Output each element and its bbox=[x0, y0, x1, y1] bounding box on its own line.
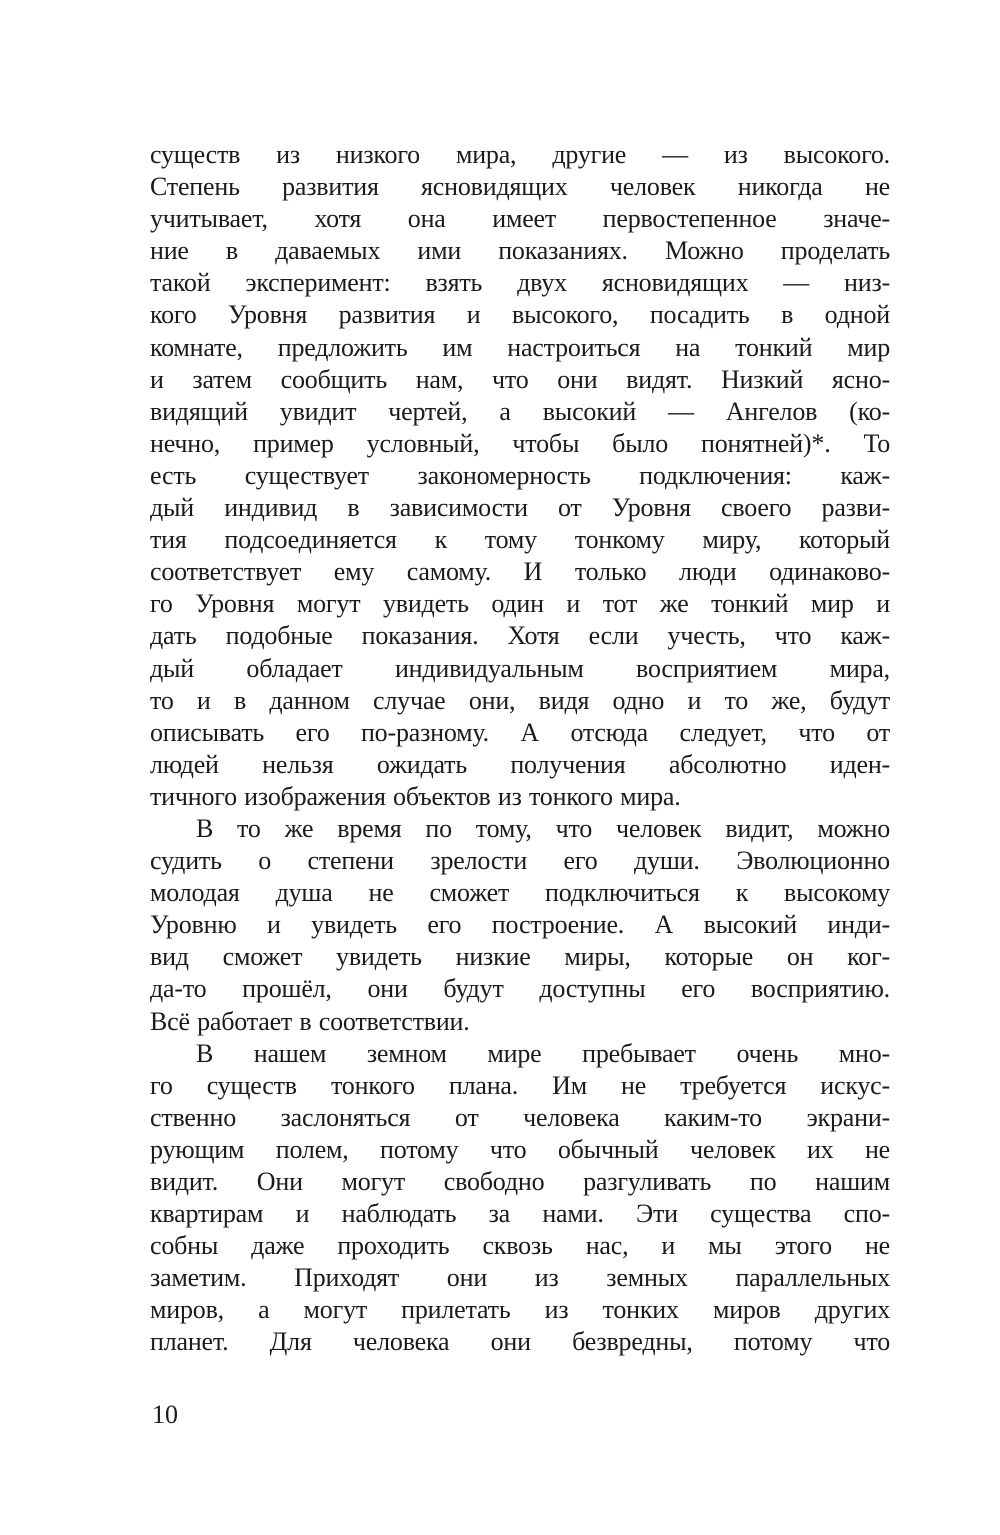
text-line: миров, а могут прилетать из тонких миров других bbox=[150, 1295, 890, 1325]
text-line: собны даже проходить сквозь нас, и мы этого не bbox=[150, 1231, 890, 1261]
text-line: есть существует закономерность подключения: каж- bbox=[150, 460, 890, 490]
text-line: кого Уровня развития и высокого, посадить в одной bbox=[150, 300, 890, 330]
text-line: Степень развития ясновидящих человек никогда не bbox=[150, 172, 890, 202]
text-line: молодая душа не сможет подключиться к высокому bbox=[150, 878, 890, 908]
text-line: ственно заслоняться от человека каким-то экрани- bbox=[150, 1102, 890, 1132]
text-line: то и в данном случае они, видя одно и то же, будут bbox=[150, 685, 890, 715]
text-line: описывать его по-разному. А отсюда следует, что от bbox=[150, 717, 890, 747]
text-line: го Уровня могут увидеть один и тот же тонкий мир и bbox=[150, 589, 890, 619]
body-text bbox=[150, 139, 890, 1359]
text-line: тичного изображения объектов из тонкого мира. bbox=[150, 781, 681, 811]
text-line-paragraph-start: В нашем земном мире пребывает очень мно- bbox=[196, 1038, 890, 1068]
text-line: вид сможет увидеть низкие миры, которые он ког- bbox=[150, 942, 890, 972]
text-line: дать подобные показания. Хотя если учесть, что каж- bbox=[150, 621, 890, 651]
text-line: да-то прошёл, они будут доступны его восприятию. bbox=[150, 974, 890, 1004]
text-line: дый индивид в зависимости от Уровня своего разви- bbox=[150, 493, 890, 523]
text-line: такой эксперимент: взять двух ясновидящих — низ- bbox=[150, 268, 890, 298]
text-line: рующим полем, потому что обычный человек их не bbox=[150, 1134, 890, 1164]
text-line: соответствует ему самому. И только люди одинаково- bbox=[150, 557, 890, 587]
text-line: существ из низкого мира, другие — из высокого. bbox=[150, 140, 890, 169]
text-line: видящий увидит чертей, а высокий — Ангелов (ко- bbox=[150, 396, 890, 426]
text-line: комнате, предложить им настроиться на тонкий мир bbox=[150, 332, 890, 362]
text-line: людей нельзя ожидать получения абсолютно иден- bbox=[150, 749, 890, 779]
text-line: судить о степени зрелости его души. Эволюционно bbox=[150, 846, 890, 876]
text-line: учитывает, хотя она имеет первостепенное значе- bbox=[150, 204, 890, 234]
text-line: Всё работает в соответствии. bbox=[150, 1006, 470, 1036]
text-line: видит. Они могут свободно разгуливать по нашим bbox=[150, 1167, 890, 1196]
text-line: квартирам и наблюдать за нами. Эти существа спо- bbox=[150, 1199, 890, 1229]
text-line: тия подсоединяется к тому тонкому миру, который bbox=[150, 525, 890, 555]
text-line: заметим. Приходят они из земных параллельных bbox=[150, 1263, 890, 1293]
text-line: дый обладает индивидуальным восприятием мира, bbox=[150, 653, 890, 683]
text-line: и затем сообщить нам, что они видят. Низкий ясно- bbox=[150, 364, 890, 394]
page-number: 10 bbox=[152, 1400, 178, 1429]
text-line: Уровню и увидеть его построение. А высокий инди- bbox=[150, 910, 890, 940]
text-line: го существ тонкого плана. Им не требуется искус- bbox=[150, 1070, 890, 1100]
text-line: планет. Для человека они безвредны, потому что bbox=[150, 1327, 890, 1357]
text-line: ние в даваемых ими показаниях. Можно проделать bbox=[150, 236, 890, 266]
text-line-paragraph-start: В то же время по тому, что человек видит, можно bbox=[196, 813, 890, 843]
text-line: нечно, пример условный, чтобы было понятней)*. То bbox=[150, 428, 890, 458]
